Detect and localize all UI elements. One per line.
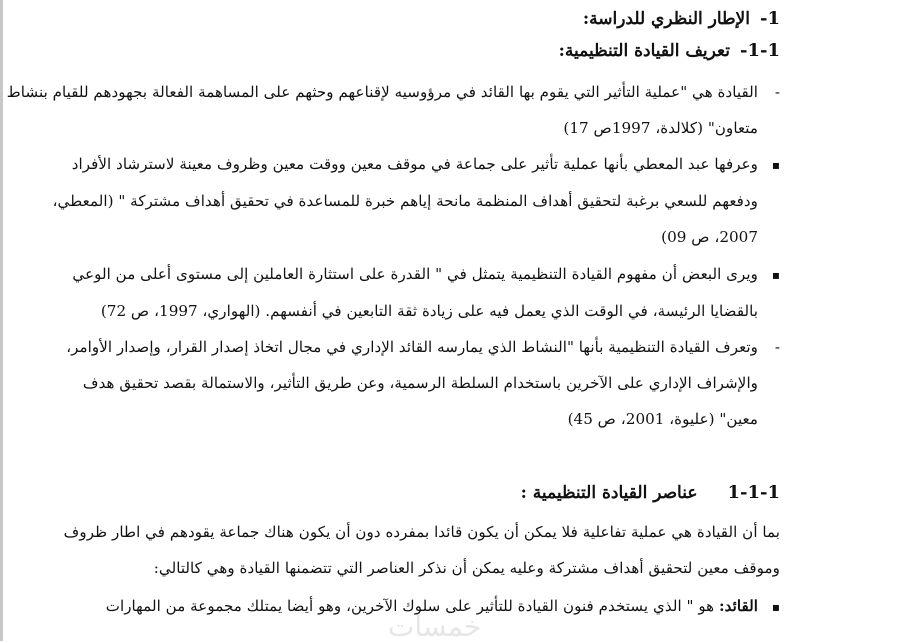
- square-bullet: ▪: [771, 600, 780, 614]
- bullet-text: القيادة هي "عملية التأثير التي يقوم بها القائد في مرؤوسيه لإقناعهم وحثهم على المساهمة الفعالة بجهودهم للقيام بنشاط: [6, 83, 758, 101]
- heading-number: 1-: [759, 8, 780, 29]
- bullet-text: ويرى البعض أن مفهوم القيادة التنظيمية يتمثل في " القدرة على استثارة العاملين إلى مستوى أعلى من الوعي: [72, 265, 758, 283]
- definition-bullet-3: [72, 256, 780, 329]
- paragraph-text: وموقف معين لتحقيق أهداف مشتركة وعليه يمكن أن نذكر العناصر التي تتضمنها القيادة وهي كالتالي:: [153, 559, 780, 577]
- heading-definition: [559, 40, 780, 61]
- heading-theoretical-framework: [583, 8, 780, 29]
- heading-text: تعريف القيادة التنظيمية:: [558, 41, 730, 61]
- square-bullet: ▪: [771, 268, 780, 282]
- leader-label: القائد:: [719, 597, 758, 615]
- page-edge: [0, 0, 3, 641]
- bullet-text: معين" (عليوة، 2001، ص 45): [567, 410, 758, 428]
- bullet-text: وعرفها عبد المعطي بأنها عملية تأثير على جماعة في موقف معين ووقت معين وظروف معينة لاسترشاد الأفراد: [71, 155, 758, 173]
- heading-leadership-elements: [521, 482, 780, 503]
- leader-text: هو " الذي يستخدم فنون القيادة للتأثير على سلوك الآخرين، وهو أيضا يمتلك مجموعة من المهارات: [105, 597, 715, 615]
- elements-paragraph: [63, 514, 780, 586]
- watermark-logo: خمسات: [388, 610, 482, 643]
- bullet-text: ودفعهم للسعي برغبة لتحقيق أهداف المنظمة مانحة إياهم خبرة للمساعدة في تحقيق أهداف مشتركة " (المعطي،: [52, 192, 758, 210]
- definition-bullet-2: [52, 146, 780, 255]
- heading-text: عناصر القيادة التنظيمية :: [520, 483, 698, 503]
- heading-number: 1-1-: [739, 40, 780, 61]
- square-bullet: ▪: [771, 158, 780, 172]
- paragraph-text: بما أن القيادة هي عملية تفاعلية فلا يمكن أن يكون قائدا بمفرده دون أن يكون هناك جماعة يقودهم في اطار ظروف: [63, 523, 780, 541]
- bullet-text: والإشراف الإداري على الآخرين باستخدام السلطة الرسمية، وعن طريق التأثير، والاستمالة بقصد تحقيق هدف: [82, 374, 758, 392]
- dash-bullet: -: [774, 83, 780, 101]
- heading-text: الإطار النظري للدراسة:: [582, 9, 750, 29]
- definition-bullet-1: [6, 74, 780, 146]
- bullet-text: وتعرف القيادة التنظيمية بأنها "النشاط الذي يمارسه القائد الإداري في مجال اتخاذ إصدار القرار، وإصدار الأوامر،: [66, 338, 758, 356]
- dash-bullet: -: [774, 338, 780, 356]
- bullet-text: 2007، ص 09): [661, 228, 758, 246]
- bullet-text: متعاون" (كلالدة، 1997ص 17): [563, 119, 758, 137]
- bullet-text: بالقضايا الرئيسة، في الوقت الذي يعمل فيه على زيادة ثقة التابعين في أنفسهم. (الهواري، 1997، ص 72): [100, 302, 758, 320]
- definition-bullet-4: [66, 329, 780, 437]
- heading-number: 1-1-1: [727, 482, 780, 503]
